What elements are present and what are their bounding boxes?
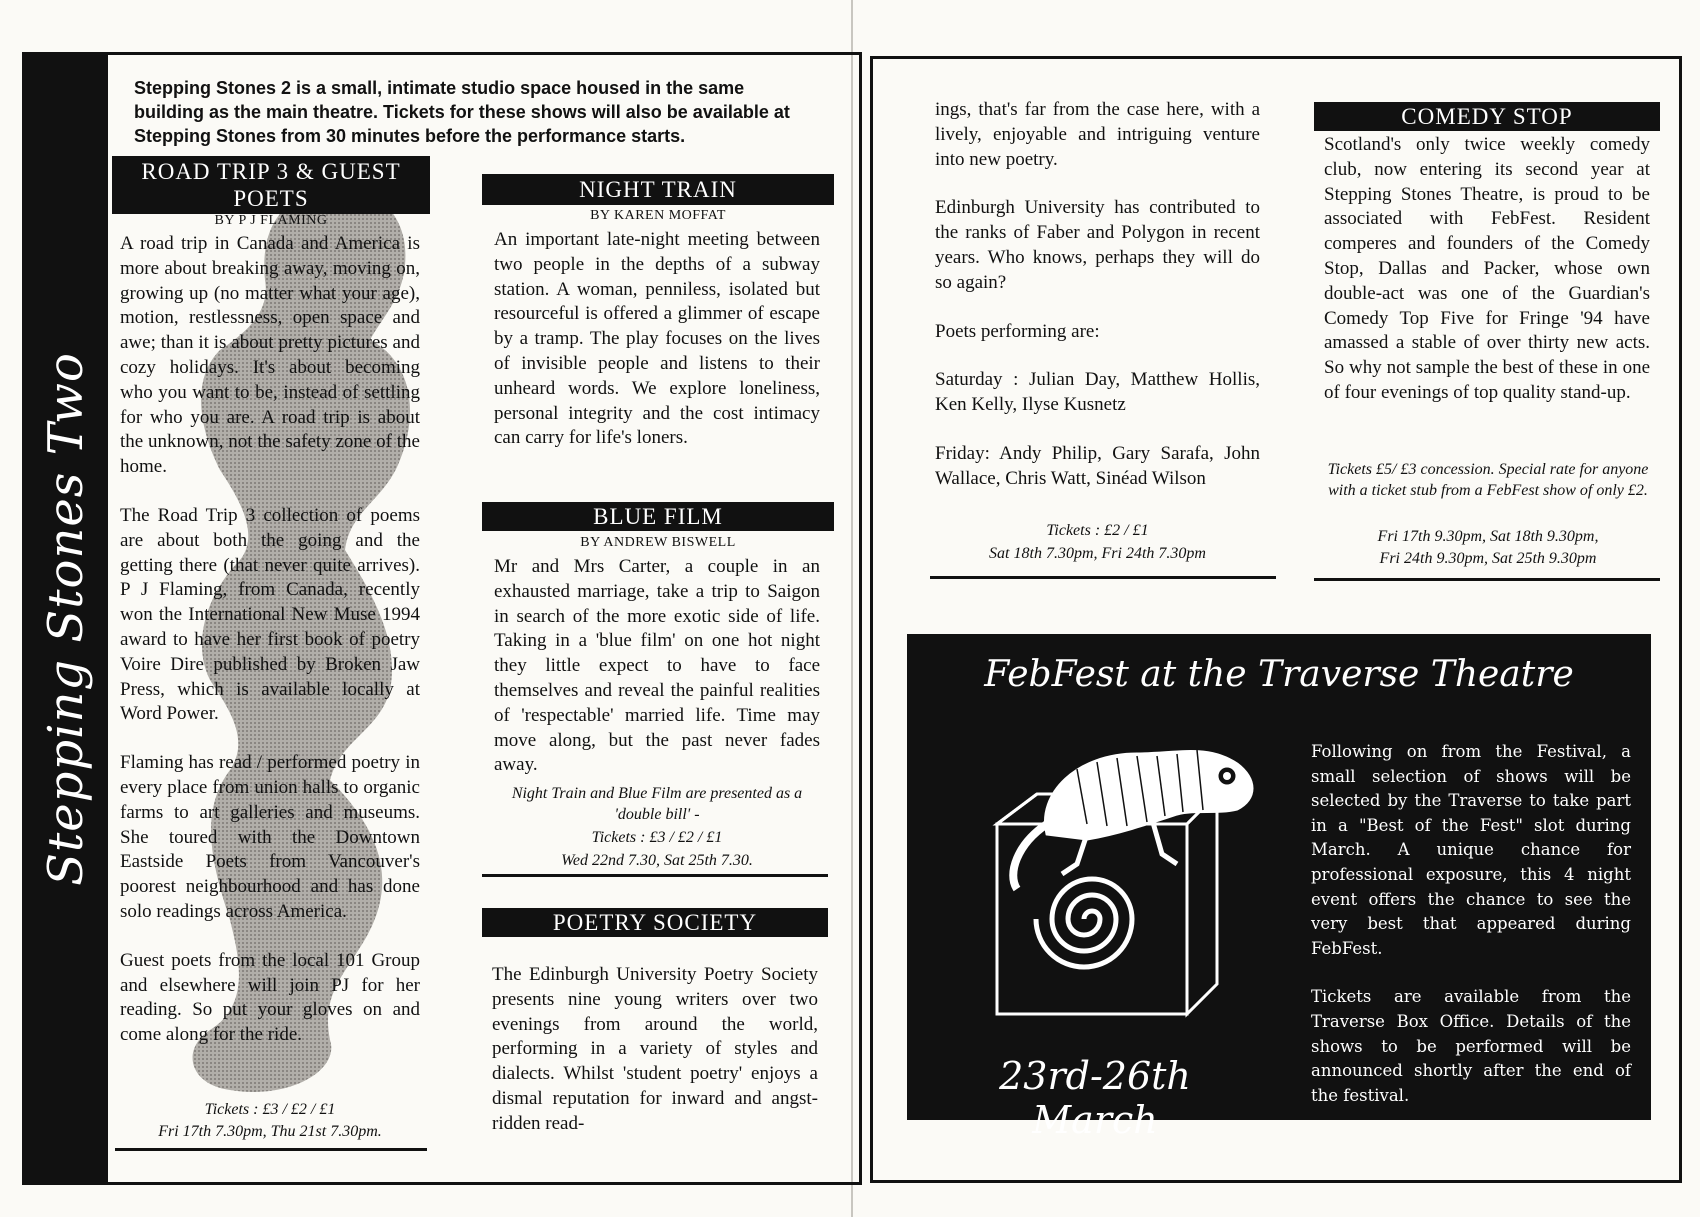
comedy-stop-dates-1: Fri 17th 9.30pm, Sat 18th 9.30pm, — [1377, 528, 1599, 545]
traverse-panel — [907, 634, 1651, 1142]
double-bill-note: Night Train and Blue Film are presented as a 'double bill' - — [511, 785, 803, 823]
chameleon-on-box-illustration — [937, 714, 1287, 1044]
road-trip-para-3: Flaming has read / performed poetry in every place from union halls to organic farms to art galleries and museums. She toured with the Downtown Eastside Poets from Vancouver's poorest neighbourhood and has done solo readings across America. — [120, 752, 420, 922]
poetry-society-body-left: The Edinburgh University Poetry Society presents nine young writers over two evenings from around the world, performing in a variety of styles and dialects. Whilst 'student poetry' enjoys a dismal reputation for inward and angst-ridden read- — [492, 964, 818, 1134]
road-trip-byline: BY P J FLAMING — [214, 213, 328, 228]
road-trip-body — [120, 232, 420, 1048]
road-trip-dates: Fri 17th 7.30pm, Thu 21st 7.30pm. — [158, 1123, 382, 1140]
comedy-stop-note: Tickets £5/ £3 concession. Special rate for anyone with a ticket stub from a FebFest show of only £2. — [1327, 461, 1649, 499]
traverse-para-2: Tickets are available from the Traverse Box Office. Details of the shows to be performed will be announced shortly after the end of the festival. — [1311, 987, 1631, 1105]
poetry-society-saturday: Saturday : Julian Day, Matthew Hollis, Ken Kelly, Ilyse Kusnetz — [935, 369, 1260, 416]
comedy-stop-body: Scotland's only twice weekly comedy club, now entering its second year at Stepping Stones Theatre, is proud to be associated with FebFest. Resident comperes and founders of the Comedy Stop, Dallas and Packer, whose own double-act was one of the Guardian's Comedy Top Five for Fringe '94 have amassed a stable of over thirty new acts. So why not sample the best of these in one of four evenings of top quality stand-up. — [1324, 134, 1650, 403]
sidebar-band — [24, 54, 108, 1183]
blue-film-heading: BLUE FILM — [482, 502, 834, 531]
traverse-title: FebFest at the Traverse Theatre — [984, 654, 1574, 695]
comedy-stop-heading: COMEDY STOP — [1314, 102, 1660, 131]
night-train-byline: BY KAREN MOFFAT — [590, 208, 726, 223]
traverse-para-1: Following on from the Festival, a small selection of shows will be selected by the Traverse to take part in a "Best of the Fest" slot during March. A unique chance for professional exposure, this 4 night event offers the chance to see the very best that appeared during FebFest. — [1311, 742, 1631, 958]
traverse-text — [1311, 740, 1631, 1108]
poetry-society-rule — [930, 576, 1276, 579]
comedy-stop-dates-2: Fri 24th 9.30pm, Sat 25th 9.30pm — [1379, 550, 1597, 567]
poetry-society-body-right — [935, 98, 1260, 492]
road-trip-para-2: The Road Trip 3 collection of poems are about both the going and the getting there (that never quite arrives). P J Flaming, from Canada, recently won the International New Muse 1994 award to have her first book of poetry Voire Dire published by Broken Jaw Press, which is available locally at Word Power. — [120, 504, 420, 725]
poetry-society-friday: Friday: Andy Philip, Gary Sarafa, John Wallace, Chris Watt, Sinéad Wilson — [935, 442, 1260, 489]
poetry-society-tickets: Tickets : £2 / £1 — [1046, 522, 1149, 539]
blue-film-dates: Wed 22nd 7.30, Sat 25th 7.30. — [561, 852, 753, 869]
poetry-society-dates: Sat 18th 7.30pm, Fri 24th 7.30pm — [989, 545, 1206, 562]
sidebar-title: Stepping Stones Two — [38, 351, 94, 886]
traverse-date: 23rd-26th March — [999, 1054, 1191, 1142]
road-trip-tickets: Tickets : £3 / £2 / £1 — [204, 1101, 336, 1118]
poetry-society-para-3: Poets performing are: — [935, 320, 1100, 342]
blue-film-body: Mr and Mrs Carter, a couple in an exhausted marriage, take a trip to Saigon in search of the more exotic side of life. Taking in a 'blue film' on one hot night they little expect to have to face themselves and reveal the painful realities of 'respectable' married life. Time may move along, but the past never fades away. — [494, 556, 820, 776]
poetry-society-para-2: Edinburgh University has contributed to the ranks of Faber and Polygon in recent years. Who knows, perhaps they will do so again? — [935, 197, 1260, 293]
night-train-body: An important late-night meeting between two people in the depths of a subway station. A woman, penniless, isolated but resourceful is offered a glimmer of escape by a tramp. The play focuses on the lives of invisible people and listens to their unheard words. We explore loneliness, personal integrity and the cost intimacy can carry for life's loners. — [494, 229, 820, 449]
poetry-society-heading: POETRY SOCIETY — [482, 908, 828, 937]
blue-film-byline: BY ANDREW BISWELL — [580, 535, 736, 550]
blue-film-tickets: Tickets : £3 / £2 / £1 — [591, 829, 723, 846]
poetry-society-continued: ings, that's far from the case here, with a lively, enjoyable and intriguing venture into new poetry. — [935, 99, 1260, 170]
night-train-heading: NIGHT TRAIN — [482, 174, 834, 205]
road-trip-para-1: A road trip in Canada and America is more about breaking away, moving on, growing up (no matter what your age), motion, restlessness, open space and awe; than it is about pretty pictures and cozy holidays. It's about becoming who you want to be, instead of settling for who you are. A road trip is about the unknown, not the safety zone of the home. — [120, 233, 420, 478]
comedy-stop-rule — [1314, 578, 1660, 581]
blue-film-rule — [482, 874, 828, 877]
road-trip-para-4: Guest poets from the local 101 Group and elsewhere will join PJ for her reading. So put your gloves on and come along for the ride. — [120, 949, 420, 1046]
road-trip-heading: ROAD TRIP 3 & GUEST POETS — [112, 156, 430, 214]
road-trip-rule — [115, 1148, 427, 1151]
intro-text: Stepping Stones 2 is a small, intimate studio space housed in the same building as the main theatre. Tickets for these shows will also be available at Stepping Stones from 30 minutes before the performance starts. — [134, 78, 790, 146]
